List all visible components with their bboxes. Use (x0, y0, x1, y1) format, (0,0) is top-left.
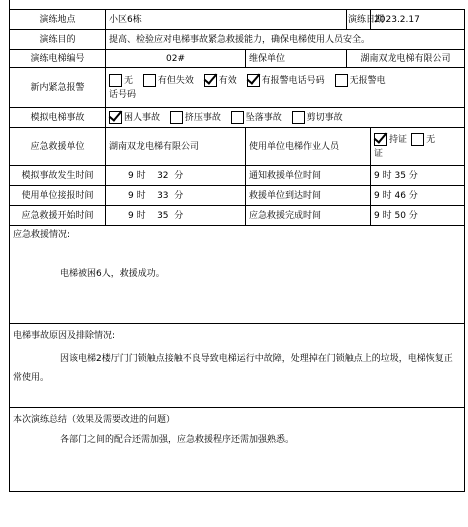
checked-checkbox-icon[interactable] (109, 111, 122, 124)
accident-option-fall[interactable]: 坠落事故 (231, 111, 282, 124)
location-value: 小区6栋 (106, 10, 347, 30)
time-label: 救援单位到达时间 (246, 186, 371, 206)
time-row (10, 206, 465, 226)
row-purpose (10, 30, 465, 50)
time-label: 应急救援开始时间 (10, 206, 106, 226)
time-label: 通知救援单位时间 (246, 166, 371, 186)
operator-label: 使用单位电梯作业人员 (246, 128, 371, 166)
cause-cell (10, 324, 465, 408)
checkbox-icon[interactable] (109, 74, 122, 87)
alarm-option-overflow: 话号码 (109, 89, 137, 100)
time-row (10, 186, 465, 206)
accident-option-shear[interactable]: 剪切事故 (292, 111, 343, 124)
checkbox-icon[interactable] (411, 133, 424, 146)
time-value: 9 时 33 分 (106, 186, 246, 206)
alarm-option-has-phone[interactable]: 有报警电话号码 (247, 74, 325, 88)
location-label: 演练地点 (10, 10, 106, 30)
summary-body: 各部门之间的配合还需加强，应急救援程序还需加强熟悉。 (60, 435, 295, 445)
alarm-option-none[interactable]: 无 (109, 74, 133, 88)
cert-option-none[interactable]: 无 (411, 133, 435, 147)
checkbox-icon[interactable] (335, 74, 348, 87)
summary-title: 本次演练总结（效果及需要改进的问题） (13, 415, 176, 425)
checkbox-icon[interactable] (170, 111, 183, 124)
operator-cert-options (371, 128, 465, 166)
checked-checkbox-icon[interactable] (374, 133, 387, 146)
checked-checkbox-icon[interactable] (204, 74, 217, 87)
row-summary (10, 408, 465, 492)
cert-option-overflow: 证 (374, 148, 384, 159)
row-rescue-unit (10, 128, 465, 166)
row-emergency-alarm (10, 68, 465, 108)
cause-title: 电梯事故原因及排除情况: (13, 331, 116, 341)
emergency-alarm-options (106, 68, 465, 108)
elevator-no-value: 02# (106, 50, 246, 68)
date-label: 演练日期 (347, 10, 371, 30)
time-value: 9 时 50 分 (371, 206, 465, 226)
row-location (10, 10, 465, 30)
situation-title: 应急救援情况: (13, 230, 71, 240)
time-value: 9 时 32 分 (106, 166, 246, 186)
accident-type-label: 模拟电梯事故 (10, 108, 106, 128)
rescue-unit-value: 湖南双龙电梯有限公司 (106, 128, 246, 166)
rescue-unit-label: 应急救援单位 (10, 128, 106, 166)
accident-option-trapped[interactable]: 困人事故 (109, 111, 160, 124)
cause-body: 因该电梯2楼厅门门锁触点接触不良导致电梯运行中故障，处理掉在门锁触点上的垃圾，电梯恢复正常使用。 (13, 354, 453, 383)
situation-cell (10, 226, 465, 324)
purpose-label: 演练目的 (10, 30, 106, 50)
time-value: 9 时 35 分 (106, 206, 246, 226)
checked-checkbox-icon[interactable] (247, 74, 260, 87)
maint-unit-value: 湖南双龙电梯有限公司 (347, 50, 465, 68)
time-row (10, 166, 465, 186)
time-label: 模拟事故发生时间 (10, 166, 106, 186)
row-cause (10, 324, 465, 408)
checkbox-icon[interactable] (143, 74, 156, 87)
elevator-no-label: 演练电梯编号 (10, 50, 106, 68)
drill-record-table (9, 9, 465, 492)
accident-option-crush[interactable]: 挤压事故 (170, 111, 221, 124)
time-value: 9 时 35 分 (371, 166, 465, 186)
accident-type-options (106, 108, 465, 128)
time-value: 9 时 46 分 (371, 186, 465, 206)
purpose-value: 提高、检验应对电梯事故紧急救援能力，确保电梯使用人员安全。 (106, 30, 465, 50)
cert-option-certified[interactable]: 持证 (374, 133, 407, 147)
row-situation (10, 226, 465, 324)
alarm-option-no-phone[interactable]: 无报警电 (335, 74, 386, 88)
emergency-alarm-label: 新内紧急报警 (10, 68, 106, 108)
row-elevator (10, 50, 465, 68)
time-label: 应急救援完成时间 (246, 206, 371, 226)
situation-body: 电梯被困6人，救援成功。 (60, 269, 165, 279)
time-label: 使用单位接报时间 (10, 186, 106, 206)
checkbox-icon[interactable] (231, 111, 244, 124)
summary-cell (10, 408, 465, 492)
date-value: 2023.2.17 (371, 10, 465, 30)
row-accident-type (10, 108, 465, 128)
checkbox-icon[interactable] (292, 111, 305, 124)
alarm-option-failed[interactable]: 有但失效 (143, 74, 194, 88)
alarm-option-valid[interactable]: 有效 (204, 74, 237, 88)
maint-unit-label: 维保单位 (246, 50, 347, 68)
